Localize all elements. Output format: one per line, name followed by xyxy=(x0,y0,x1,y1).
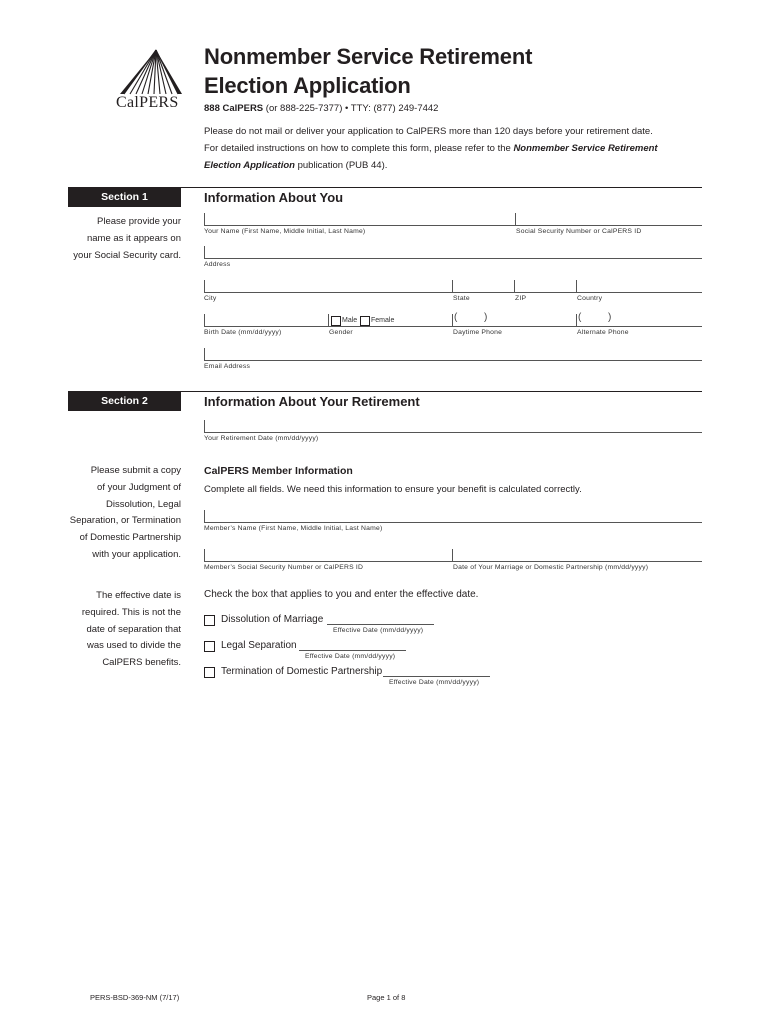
country-field[interactable] xyxy=(576,280,702,293)
note-line: date of separation that xyxy=(86,623,181,635)
female-label: Female xyxy=(371,317,395,324)
note-line: with your application. xyxy=(92,548,181,560)
legal-separation-date-field[interactable] xyxy=(299,650,406,651)
gender-label: Gender xyxy=(329,329,353,336)
retirement-date-field[interactable] xyxy=(204,420,702,433)
note-line: Please submit a copy xyxy=(90,465,181,476)
dissolution-date-label: Effective Date (mm/dd/yyyy) xyxy=(333,627,424,634)
female-checkbox[interactable] xyxy=(360,316,370,326)
intro-line-3 xyxy=(204,160,387,171)
member-name-label: Member’s Name (First Name, Middle Initial, Last Name) xyxy=(204,525,383,532)
area-code-close-paren: ) xyxy=(608,312,612,323)
alternate-phone-label: Alternate Phone xyxy=(577,329,629,336)
dissolution-date-field[interactable] xyxy=(327,624,434,625)
page-number: Page 1 of 8 xyxy=(367,993,406,1002)
city-field[interactable] xyxy=(204,280,452,293)
daytime-phone-field[interactable] xyxy=(452,314,576,327)
name-field[interactable] xyxy=(204,213,515,226)
name-label: Your Name (First Name, Middle Initial, Last Name) xyxy=(204,228,366,235)
title-line-1: Nonmember Service Retirement xyxy=(204,44,533,69)
intro-italic-1: Nonmember Service Retirement xyxy=(513,143,658,154)
intro-line-2 xyxy=(204,143,658,154)
phone-bold: 888 CalPERS xyxy=(204,103,264,114)
note-line: of Domestic Partnership xyxy=(79,532,181,544)
area-code-close-paren: ) xyxy=(484,312,488,323)
address-label: Address xyxy=(204,261,231,268)
note-line: required. This is not the xyxy=(81,606,181,618)
dissolution-label: Dissolution of Marriage xyxy=(221,614,324,625)
intro-prefix: For detailed instructions on how to complete this form, please refer to the xyxy=(204,143,514,154)
form-id: PERS-BSD-369-NM (7/17) xyxy=(90,993,180,1002)
note-line: Separation, or Termination xyxy=(69,515,181,527)
email-field[interactable] xyxy=(204,348,702,361)
birth-date-field[interactable] xyxy=(204,314,328,327)
legal-separation-date-label: Effective Date (mm/dd/yyyy) xyxy=(305,653,396,660)
state-label: State xyxy=(453,295,470,302)
legal-separation-checkbox[interactable] xyxy=(204,641,215,652)
member-name-field[interactable] xyxy=(204,510,702,523)
email-label: Email Address xyxy=(204,363,251,370)
intro-line-1: Please do not mail or deliver your application to CalPERS more than 120 days before your retirement date. xyxy=(204,126,653,137)
intro-italic-2: Election Application xyxy=(204,160,295,171)
area-code-open-paren: ( xyxy=(578,312,582,323)
area-code-open-paren: ( xyxy=(454,312,458,323)
state-field[interactable] xyxy=(452,280,514,293)
note-line: was used to divide the xyxy=(86,640,181,652)
retirement-date-label: Your Retirement Date (mm/dd/yyyy) xyxy=(204,435,319,442)
member-ssn-label: Member’s Social Security Number or CalPERS ID xyxy=(204,564,364,571)
phone-rest: (or 888-225-7377) • TTY: (877) 249-7442 xyxy=(263,103,439,114)
section-1-note xyxy=(73,214,181,264)
birth-date-label: Birth Date (mm/dd/yyyy) xyxy=(204,329,282,336)
judgment-note xyxy=(70,463,181,564)
zip-field[interactable] xyxy=(514,280,576,293)
note-line: CalPERS benefits. xyxy=(102,657,181,669)
address-field[interactable] xyxy=(204,246,702,259)
termination-date-field[interactable] xyxy=(383,676,490,677)
dissolution-checkbox[interactable] xyxy=(204,615,215,626)
country-label: Country xyxy=(577,295,603,302)
note-line: The effective date is xyxy=(96,590,181,601)
note-line: name as it appears on xyxy=(86,232,181,244)
ssn-label: Social Security Number or CalPERS ID xyxy=(516,228,642,235)
note-line: your Social Security card. xyxy=(73,249,181,261)
note-line: Please provide your xyxy=(97,216,181,227)
member-info-heading: CalPERS Member Information xyxy=(204,465,353,477)
section-2-title: Information About Your Retirement xyxy=(204,394,420,409)
section-2-rule xyxy=(181,391,702,392)
note-line: Dissolution, Legal xyxy=(106,498,181,510)
form-title xyxy=(204,42,532,100)
contact-phone xyxy=(204,103,438,114)
check-instruction: Check the box that applies to you and enter the effective date. xyxy=(204,589,479,600)
marriage-date-field[interactable] xyxy=(452,549,702,562)
section-1-tab: Section 1 xyxy=(68,187,181,207)
effective-date-note xyxy=(82,588,181,672)
zip-label: ZIP xyxy=(515,295,527,302)
daytime-phone-label: Daytime Phone xyxy=(453,329,503,336)
termination-checkbox[interactable] xyxy=(204,667,215,678)
termination-label: Termination of Domestic Partnership xyxy=(221,666,383,677)
male-checkbox[interactable] xyxy=(331,316,341,326)
ssn-field[interactable] xyxy=(515,213,702,226)
marriage-date-label: Date of Your Marriage or Domestic Partnership (mm/dd/yyyy) xyxy=(453,564,649,571)
member-info-instruction: Complete all fields. We need this information to ensure your benefit is calculated correctly. xyxy=(204,484,582,495)
section-2-tab: Section 2 xyxy=(68,391,181,411)
calpers-wordmark: CalPERS xyxy=(116,94,179,111)
note-line: of your Judgment of xyxy=(97,481,181,493)
city-label: City xyxy=(204,295,217,302)
member-ssn-field[interactable] xyxy=(204,549,452,562)
alternate-phone-field[interactable] xyxy=(576,314,702,327)
section-1-rule xyxy=(181,187,702,188)
termination-date-label: Effective Date (mm/dd/yyyy) xyxy=(389,679,480,686)
legal-separation-label: Legal Separation xyxy=(221,640,297,651)
title-line-2: Election Application xyxy=(204,73,411,98)
section-1-title: Information About You xyxy=(204,190,344,205)
male-label: Male xyxy=(342,317,358,324)
intro-suffix: publication (PUB 44). xyxy=(294,160,388,171)
